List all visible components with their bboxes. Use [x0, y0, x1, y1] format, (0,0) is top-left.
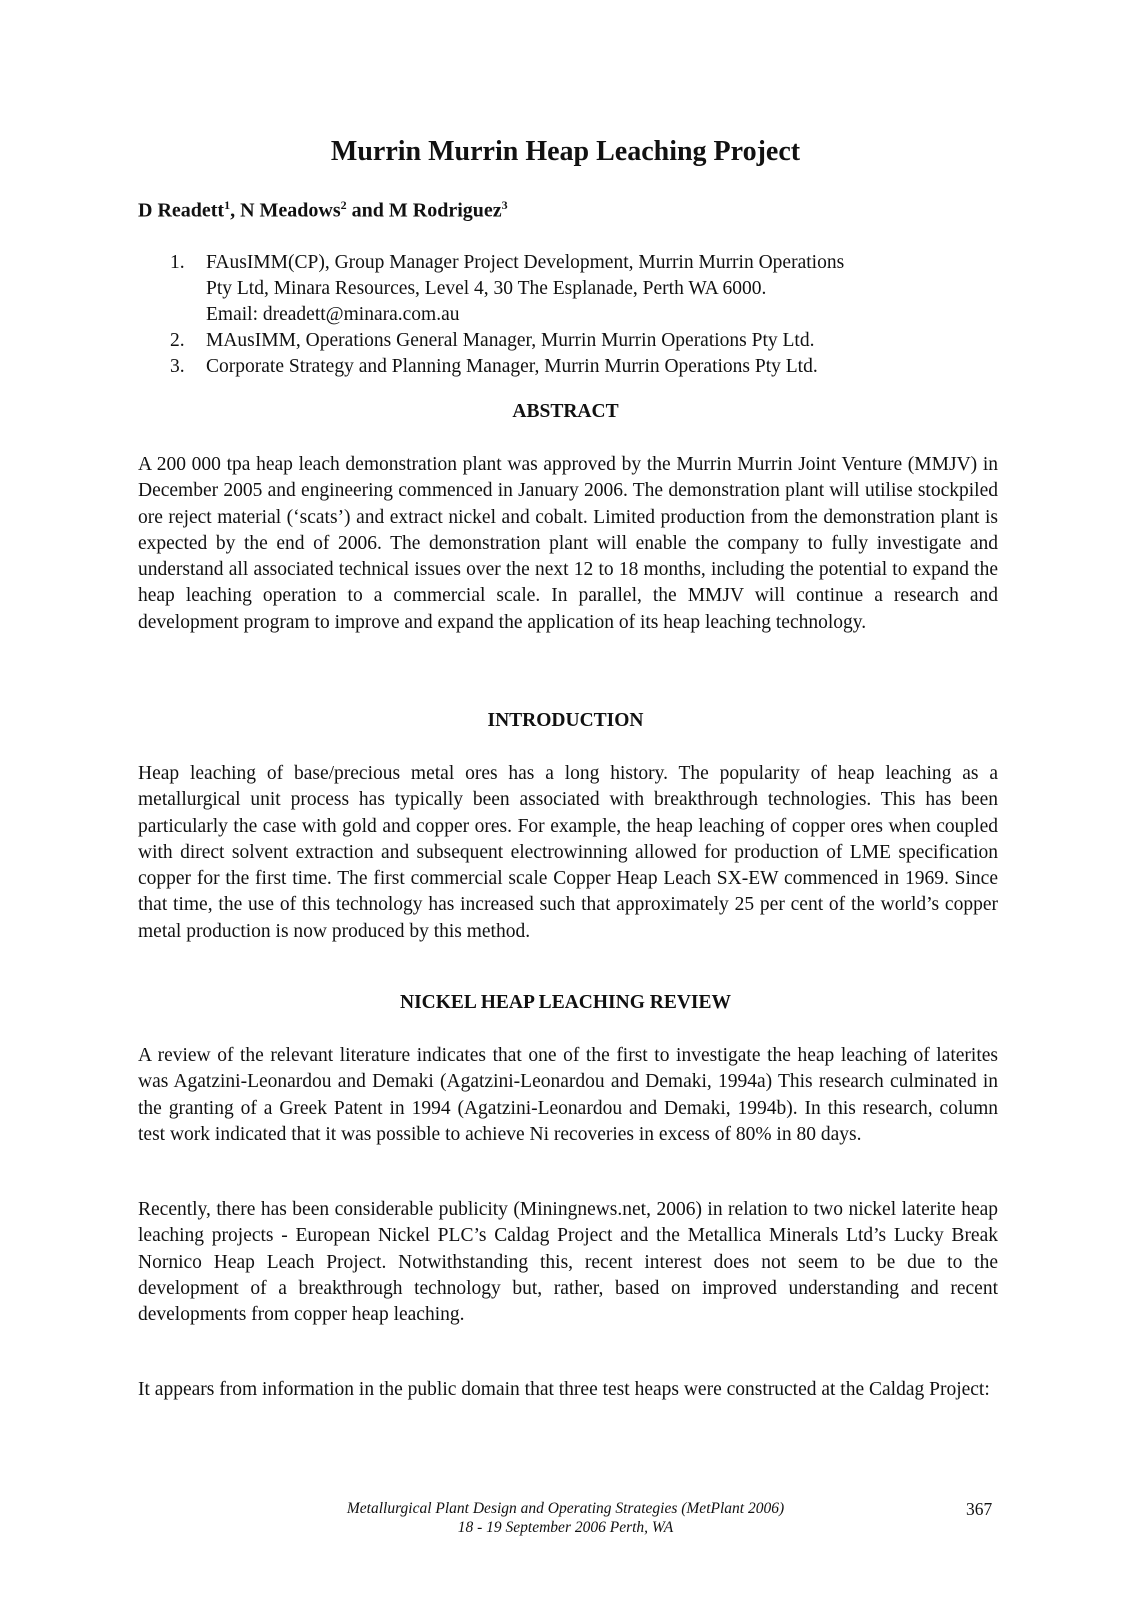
introduction-text: Heap leaching of base/precious metal ores has a long history. The popularity of heap leaching as a metallurgical unit process has typically been associated with breakthrough technologies. This has been particularly the case with gold and copper ores. For example, the heap leaching of copper ores when coupled with direct solvent extraction and subsequent electrowinning allowed for production of LME specification copper for the first time. The first commercial scale Copper Heap Leach SX-EW commenced in 1969. Since that time, the use of this technology has increased such that approximately 25 per cent of the world’s copper metal production is now produced by this method. [138, 763, 998, 942]
affiliation-item [170, 354, 970, 380]
author-name: M Rodriguez [388, 199, 502, 222]
abstract-heading: ABSTRACT [512, 401, 619, 422]
review-heading: NICKEL HEAP LEACHING REVIEW [399, 992, 732, 1013]
affiliation-line: MAusIMM, Operations General Manager, Murrin Murrin Operations Pty Ltd. [206, 330, 815, 351]
review-paragraph-2: Recently, there has been considerable publicity (Miningnews.net, 2006) in relation to two nickel laterite heap leaching projects - European Nickel PLC’s Caldag Project and the Metallica Minerals Ltd’s Lucky Break Nornico Heap Leach Project. Notwithstanding this, recent interest does not seem to be due to the development of a breakthrough technology but, rather, based on improved understanding and recent developments from copper heap leaching. [138, 1199, 998, 1326]
affiliation-line: Pty Ltd, Minara Resources, Level 4, 30 The Esplanade, Perth WA 6000. [206, 278, 767, 299]
affiliation-list [170, 250, 970, 380]
author-separator: and [346, 199, 389, 222]
review-paragraph-3: It appears from information in the public domain that three test heaps were constructed at the Caldag Project: [138, 1379, 990, 1400]
author-affil-marker: 3 [501, 198, 508, 212]
author-separator: , [230, 199, 241, 222]
footer-conference: Metallurgical Plant Design and Operating Strategies (MetPlant 2006) [346, 1500, 785, 1517]
affiliation-email: Email: dreadett@minara.com.au [206, 304, 460, 325]
author-list [138, 198, 998, 223]
page-number: 367 [966, 1499, 993, 1519]
affiliation-item [170, 250, 970, 328]
affiliation-number: 1. [170, 252, 185, 273]
page-footer [0, 1499, 1131, 1537]
footer-date-location: 18 - 19 September 2006 Perth, WA [457, 1519, 674, 1536]
author-affil-marker: 1 [224, 198, 231, 212]
affiliation-line: FAusIMM(CP), Group Manager Project Development, Murrin Murrin Operations [206, 252, 845, 273]
affiliation-number: 3. [170, 356, 185, 377]
author-name: D Readett [138, 199, 225, 222]
affiliation-number: 2. [170, 330, 185, 351]
author-affil-marker: 2 [340, 198, 347, 212]
introduction-heading: INTRODUCTION [487, 710, 644, 731]
author-name: N Meadows [240, 199, 341, 222]
abstract-text: A 200 000 tpa heap leach demonstration plant was approved by the Murrin Murrin Joint Venture (MMJV) in December 2005 and engineering commenced in January 2006. The demonstration plant will utilise stockpiled ore reject material (‘scats’) and extract nickel and cobalt. Limited production from the demonstration plant is expected by the end of 2006. The demonstration plant will enable the company to fully investigate and understand all associated technical issues over the next 12 to 18 months, including the potential to expand the heap leaching operation to a commercial scale. In parallel, the MMJV will continue a research and development program to improve and expand the application of its heap leaching technology. [138, 454, 998, 633]
paper-title: Murrin Murrin Heap Leaching Project [330, 136, 801, 167]
review-paragraph-1: A review of the relevant literature indicates that one of the first to investigate the heap leaching of laterites was Agatzini-Leonardou and Demaki (Agatzini-Leonardou and Demaki, 1994a) This research culminated in the granting of a Greek Patent in 1994 (Agatzini-Leonardou and Demaki, 1994b). In this research, column test work indicated that it was possible to achieve Ni recoveries in excess of 80% in 80 days. [138, 1045, 998, 1145]
affiliation-item [170, 328, 970, 354]
affiliation-line: Corporate Strategy and Planning Manager, Murrin Murrin Operations Pty Ltd. [206, 356, 818, 377]
